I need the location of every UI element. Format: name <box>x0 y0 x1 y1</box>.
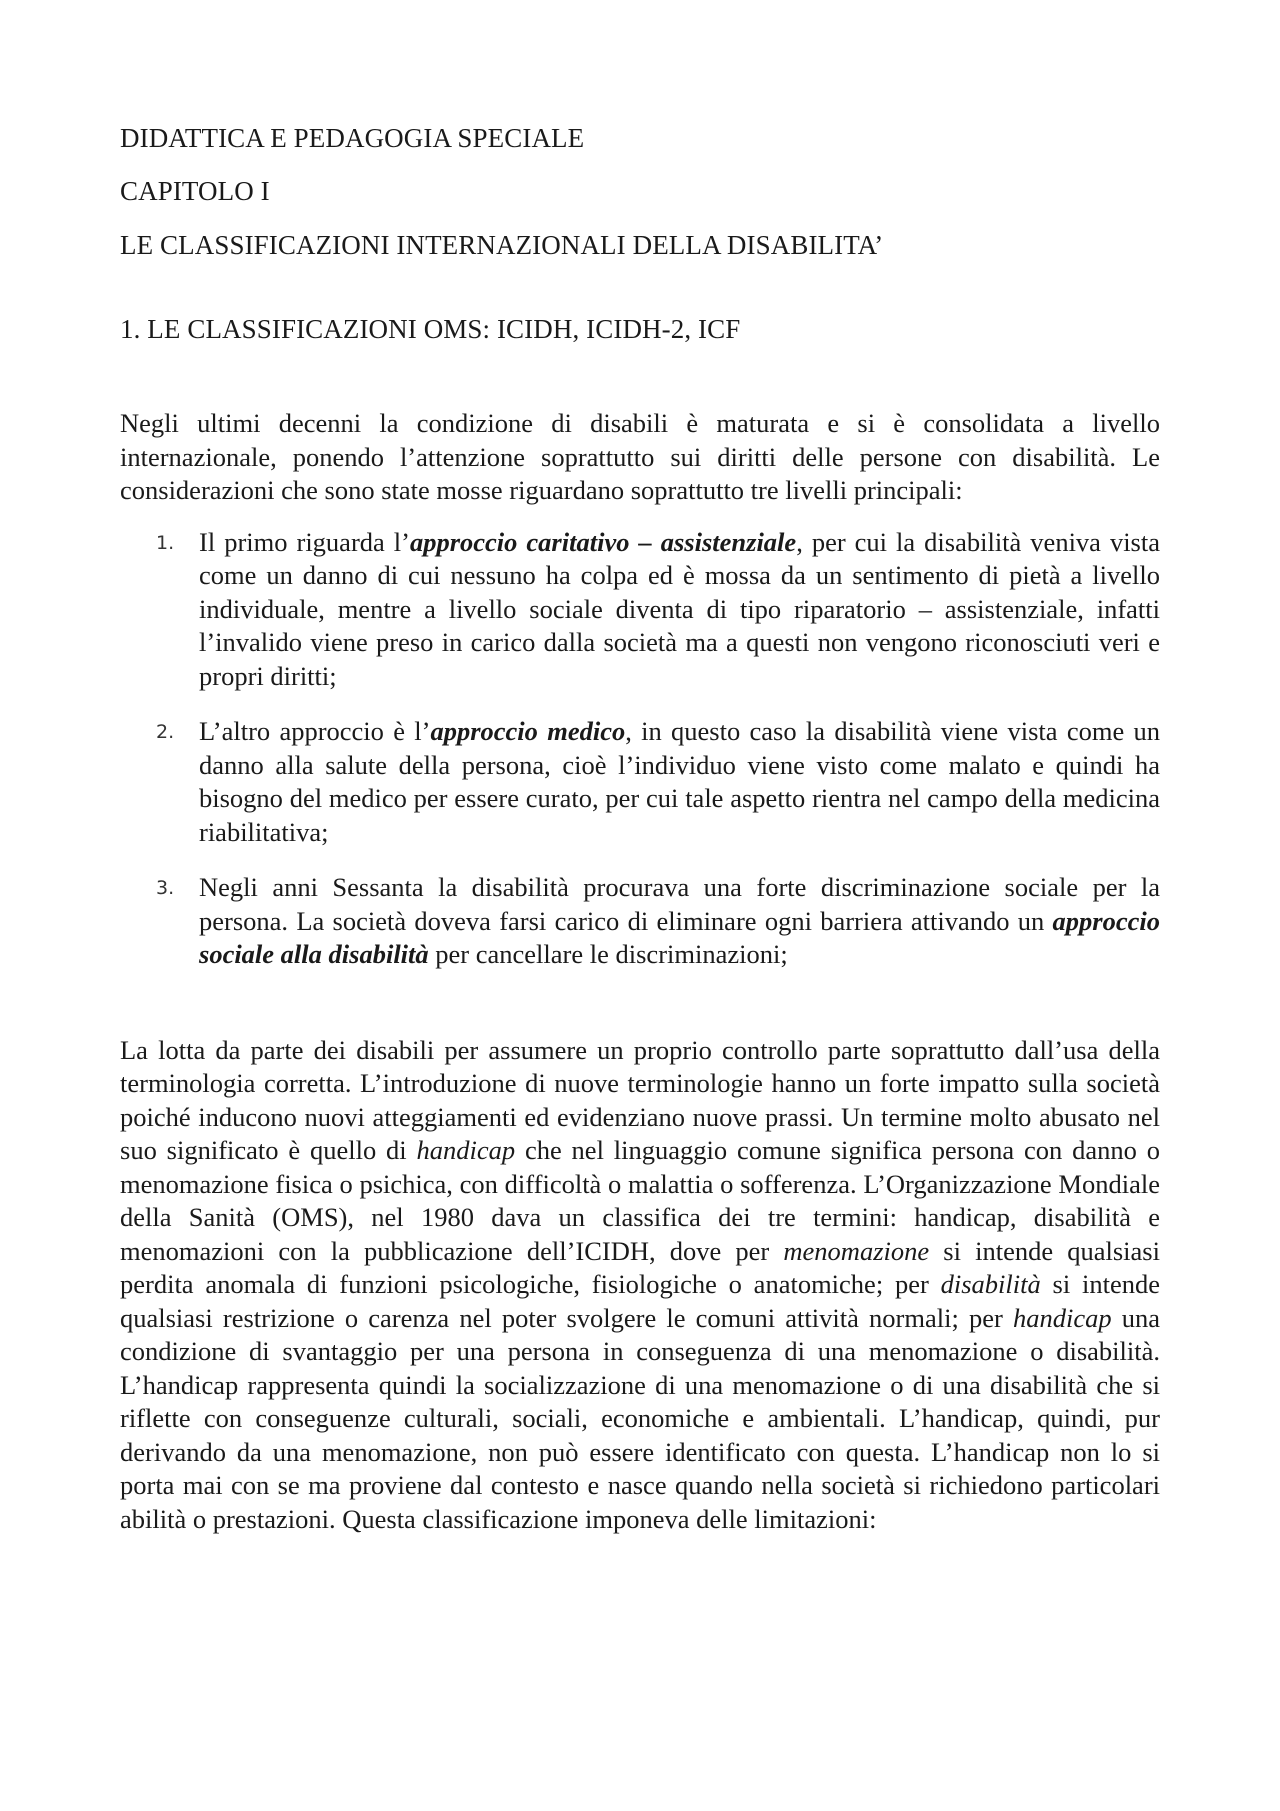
list-text: Il primo riguarda l’ <box>199 526 410 557</box>
intro-paragraph: Negli ultimi decenni la condizione di disabili è maturata e si è consolidata a livello internazionale, ponendo l’attenzione soprattutto sui diritti delle persone con disabilità. Le considerazioni che sono state mosse riguardano soprattutto tre livelli principali: <box>120 408 1160 505</box>
body-text: che nel linguaggio comune significa persona con danno o menomazione fisica o psichica, con difficoltà o malattia o sofferenza. L’Organizzazione Mondiale della Sanità (OMS), nel 1980 dava un classifica dei tre termini: handicap, disabilità e menomazioni con la pubblicazione dell’ICIDH, dove per <box>120 1135 1160 1266</box>
body-text: una condizione di svantaggio per una persona in conseguenza di una menomazione o disabilità. L’handicap rappresenta quindi la socializzazione di una menomazione o di una disabilità che si riflette con conseguenze culturali, sociali, economiche e ambientali. L’handicap, quindi, pur derivando da una menomazione, non può essere identificato con questa. L’handicap non lo si porta mai con se ma proviene dal contesto e nasce quando nella società si richiedono particolari abilità o prestazioni. Questa classificazione imponeva delle limitazioni: <box>120 1302 1160 1534</box>
list-item <box>120 871 1160 972</box>
list-text: L’altro approccio è l’ <box>199 716 431 746</box>
italic-term: handicap <box>1012 1302 1112 1333</box>
body-text: La lotta da parte dei disabili per assumere un proprio controllo parte soprattutto dall’usa della terminologia corretta. L’introduzione di nuove terminologie hanno un forte impatto sulla società poiché inducono nuovi atteggiamenti ed evidenziano nuove prassi. Un termine molto abusato nel suo significato è quello di <box>120 1034 1160 1165</box>
italic-term: menomazione <box>783 1235 930 1266</box>
section-title: 1. LE CLASSIFICAZIONI OMS: ICIDH, ICIDH-2, ICF <box>120 314 741 344</box>
list-text: , in questo caso la disabilità viene vista come un danno alla salute della persona, cioè l’individuo viene visto come malato e quindi ha bisogno del medico per essere curato, per cui tale aspetto rientra nel campo della medicina riabilitativa; <box>199 716 1160 847</box>
list-text: , per cui la disabilità veniva vista come un danno di cui nessuno ha colpa ed è mossa da un sentimento di pietà a livello individuale, mentre a livello sociale diventa di tipo riparatorio – assistenziale, infatti l’invalido viene preso in carico dalla società ma a questi non vengono riconosciuti veri e propri diritti; <box>199 526 1160 691</box>
chapter-label: CAPITOLO I <box>120 176 270 206</box>
list-number: 3. <box>156 877 175 899</box>
levels-list <box>120 526 1160 972</box>
emphasis-term: approccio caritativo – assistenziale <box>409 526 797 557</box>
body-text: si intende qualsiasi perdita anomala di funzioni psicologiche, fisiologiche o anatomiche; per <box>120 1235 1160 1299</box>
emphasis-term: approccio sociale alla disabilità <box>199 905 1160 969</box>
list-text: per cancellare le discriminazioni; <box>428 939 788 969</box>
list-item <box>120 526 1160 694</box>
list-number: 1. <box>156 531 175 554</box>
italic-term: handicap <box>416 1135 516 1165</box>
list-item <box>120 715 1160 849</box>
italic-term: disabilità <box>940 1269 1041 1299</box>
list-number: 2. <box>156 721 175 743</box>
body-paragraph <box>120 1034 1160 1537</box>
body-text: si intende qualsiasi restrizione o carenza nel poter svolgere le comuni attività normali; per <box>120 1269 1160 1333</box>
document-page <box>120 112 1160 1536</box>
course-title: DIDATTICA E PEDAGOGIA SPECIALE <box>120 123 585 153</box>
chapter-title: LE CLASSIFICAZIONI INTERNAZIONALI DELLA DISABILITA’ <box>120 230 884 260</box>
emphasis-term: approccio medico <box>430 716 626 746</box>
list-text: Negli anni Sessanta la disabilità procurava una forte discriminazione sociale per la persona. La società doveva farsi carico di eliminare ogni barriera attivando un <box>199 872 1160 936</box>
